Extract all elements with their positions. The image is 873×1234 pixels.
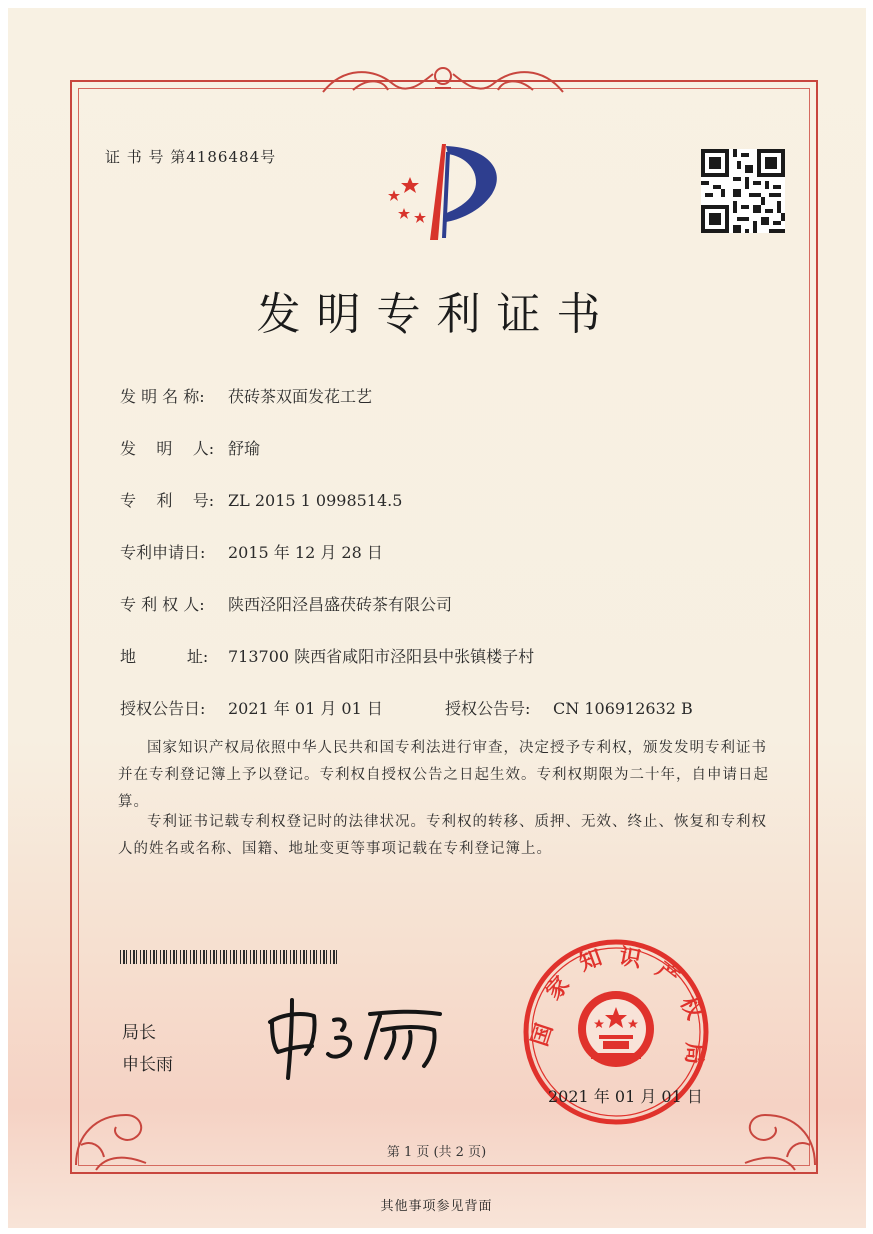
field-label: 地 址: (120, 647, 209, 666)
field-value: CN 106912632 B (553, 699, 693, 718)
field-patent-number (120, 488, 402, 511)
svg-text:产: 产 (650, 957, 684, 991)
paragraph-grant-statement: 国家知识产权局依照中华人民共和国专利法进行审查，决定授予专利权，颁发发明专利证书并在专利登记簿上予以登记。专利权自授权公告之日起生效。专利权期限为二十年，自申请日起算。 (118, 740, 769, 810)
paragraph-legal-status: 专利证书记载专利权登记时的法律状况。专利权的转移、质押、无效、终止、恢复和专利权人的姓名或名称、国籍、地址变更等事项记载在专利登记簿上。 (118, 814, 767, 857)
field-label: 专利申请日: (120, 543, 206, 562)
footer-note: 其他事项参见背面 (380, 1199, 493, 1214)
field-label: 专 利 权 人: (120, 595, 205, 614)
director-name: 申长雨 (122, 1055, 173, 1075)
field-grant-date (120, 696, 383, 719)
svg-text:局: 局 (680, 1041, 707, 1065)
field-label: 授权公告号: (445, 699, 531, 718)
field-invention-name (120, 384, 372, 407)
svg-text:知: 知 (576, 945, 606, 977)
director-title: 局长 (122, 1023, 156, 1043)
field-label: 专 利 号: (120, 491, 215, 510)
certificate-number: 证 书 号 第4186484号 (105, 148, 277, 166)
field-label: 发 明 名 称: (120, 387, 205, 406)
field-value: 陕西泾阳泾昌盛茯砖茶有限公司 (228, 595, 453, 614)
field-address (120, 644, 534, 667)
qr-code (701, 149, 785, 233)
svg-text:国: 国 (527, 1020, 559, 1050)
field-grant-number (445, 696, 693, 719)
seal-date: 2021 年 01 月 01 日 (548, 1087, 703, 1106)
field-label: 授权公告日: (120, 699, 206, 718)
barcode (120, 950, 340, 964)
director-signature (262, 992, 452, 1082)
svg-text:识: 识 (617, 944, 644, 973)
field-label: 发 明 人: (120, 439, 215, 458)
field-inventor (120, 436, 260, 459)
field-value: 2021 年 01 月 01 日 (228, 699, 383, 718)
field-value: 舒瑜 (228, 439, 261, 458)
corner-ornament-left (66, 1085, 156, 1175)
corner-ornament-right (735, 1085, 825, 1175)
field-value: ZL 2015 1 0998514.5 (228, 491, 403, 510)
top-ornament (313, 62, 573, 102)
page-indicator: 第 1 页 (共 2 页) (386, 1145, 487, 1160)
svg-text:家: 家 (541, 972, 575, 1006)
field-value: 713700 陕西省咸阳市泾阳县中张镇楼子村 (228, 647, 535, 666)
field-value: 2015 年 12 月 28 日 (228, 543, 383, 562)
cnipa-logo-icon (380, 142, 520, 242)
svg-text:权: 权 (674, 992, 707, 1024)
field-application-date (120, 540, 383, 563)
field-patentee (120, 592, 452, 615)
certificate-title: 发明专利证书 (256, 289, 617, 340)
field-value: 茯砖茶双面发花工艺 (228, 387, 373, 406)
